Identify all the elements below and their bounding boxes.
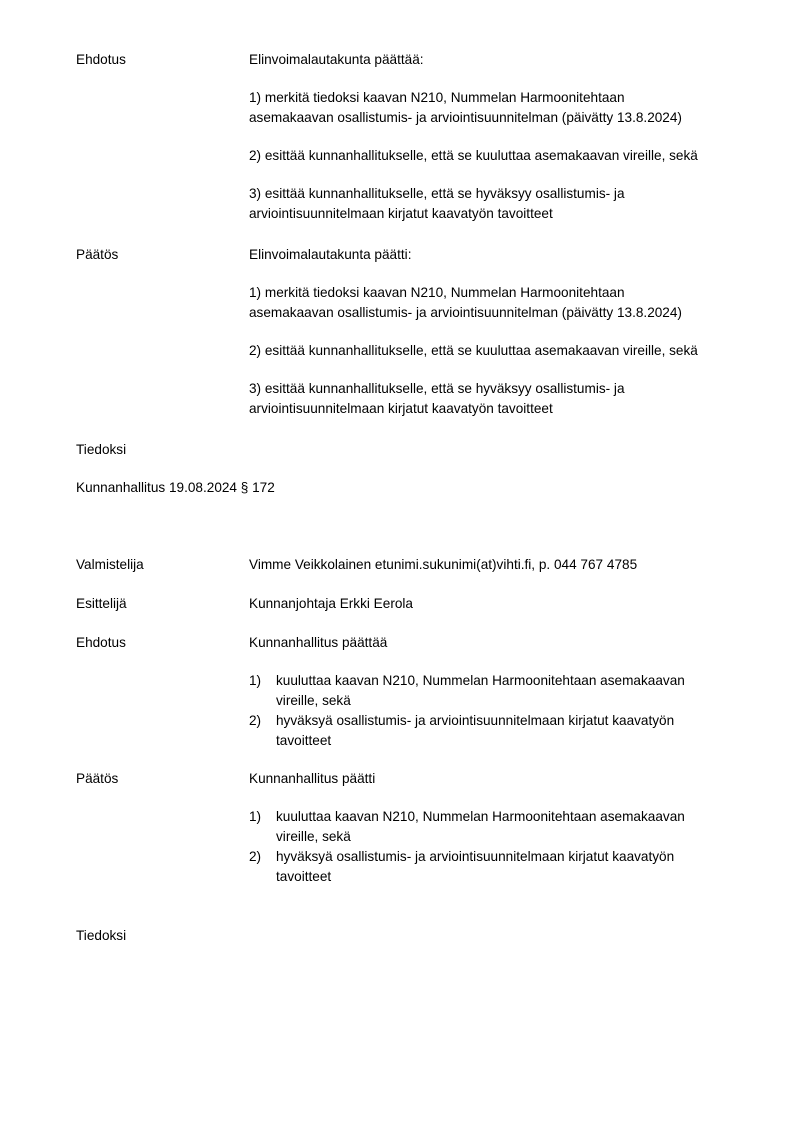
list-item-line: hyväksyä osallistumis- ja arviointisuunnitelmaan kirjatut kaavatyön	[276, 849, 675, 864]
valmistelija-value: Vimme Veikkolainen etunimi.sukunimi(at)vihti.fi, p. 044 767 4785	[249, 557, 638, 572]
kh-ehdotus-label: Ehdotus	[76, 635, 126, 650]
paatos-content	[249, 245, 749, 419]
ehdotus-item-3-line-1: 3) esittää kunnanhallitukselle, että se hyväksyy osallistumis- ja	[249, 186, 625, 201]
paatos-item-2-line-1: 2) esittää kunnanhallitukselle, että se kuuluttaa asemakaavan vireille, sekä	[249, 343, 698, 358]
ehdotus-label: Ehdotus	[76, 52, 126, 67]
ehdotus-item-2-line-1: 2) esittää kunnanhallitukselle, että se kuuluttaa asemakaavan vireille, sekä	[249, 148, 698, 163]
esittelija-label: Esittelijä	[76, 596, 127, 611]
list-item-line: tavoitteet	[276, 869, 332, 884]
list-item	[249, 807, 749, 847]
paatos-label: Päätös	[76, 247, 119, 262]
paatos-item-3-line-1: 3) esittää kunnanhallitukselle, että se hyväksyy osallistumis- ja	[249, 381, 625, 396]
list-item-line: kuuluttaa kaavan N210, Nummelan Harmoonitehtaan asemakaavan	[276, 809, 685, 824]
paatos-item-1-line-1: 1) merkitä tiedoksi kaavan N210, Nummelan Harmoonitehtaan	[249, 285, 625, 300]
kh-ehdotus-content	[249, 633, 749, 751]
meeting-header: Kunnanhallitus 19.08.2024 § 172	[76, 480, 275, 495]
ehdotus-content	[249, 50, 749, 224]
kh-paatos-heading: Kunnanhallitus päätti	[249, 771, 376, 786]
kh-ehdotus-list	[249, 671, 749, 751]
ehdotus-item-3-line-2: arviointisuunnitelmaan kirjatut kaavatyön tavoitteet	[249, 206, 553, 221]
list-item-line: tavoitteet	[276, 733, 332, 748]
tiedoksi-label: Tiedoksi	[76, 442, 127, 457]
kh-ehdotus-heading: Kunnanhallitus päättää	[249, 635, 388, 650]
list-number: 1)	[249, 673, 262, 688]
paatos-item-1-line-2: asemakaavan osallistumis- ja arviointisuunnitelman (päivätty 13.8.2024)	[249, 305, 682, 320]
paatos-item-3-line-2: arviointisuunnitelmaan kirjatut kaavatyön tavoitteet	[249, 401, 553, 416]
list-item	[249, 671, 749, 711]
list-number: 1)	[249, 809, 262, 824]
ehdotus-item-1-line-1: 1) merkitä tiedoksi kaavan N210, Nummelan Harmoonitehtaan	[249, 90, 625, 105]
esittelija-value: Kunnanjohtaja Erkki Eerola	[249, 596, 413, 611]
valmistelija-label: Valmistelija	[76, 557, 144, 572]
list-item-line: vireille, sekä	[276, 829, 351, 844]
kh-tiedoksi-label: Tiedoksi	[76, 928, 127, 943]
kh-paatos-label: Päätös	[76, 771, 119, 786]
valmistelija-content	[249, 555, 749, 575]
list-number: 2)	[249, 849, 262, 864]
ehdotus-heading: Elinvoimalautakunta päättää:	[249, 52, 424, 67]
list-item-line: vireille, sekä	[276, 693, 351, 708]
list-item	[249, 847, 749, 887]
ehdotus-item-1-line-2: asemakaavan osallistumis- ja arviointisuunnitelman (päivätty 13.8.2024)	[249, 110, 682, 125]
esittelija-content	[249, 594, 749, 614]
paatos-heading: Elinvoimalautakunta päätti:	[249, 247, 412, 262]
kh-paatos-list	[249, 807, 749, 887]
kh-paatos-content	[249, 769, 749, 887]
list-item-line: hyväksyä osallistumis- ja arviointisuunnitelmaan kirjatut kaavatyön	[276, 713, 675, 728]
list-item-line: kuuluttaa kaavan N210, Nummelan Harmoonitehtaan asemakaavan	[276, 673, 685, 688]
list-number: 2)	[249, 713, 262, 728]
list-item	[249, 711, 749, 751]
